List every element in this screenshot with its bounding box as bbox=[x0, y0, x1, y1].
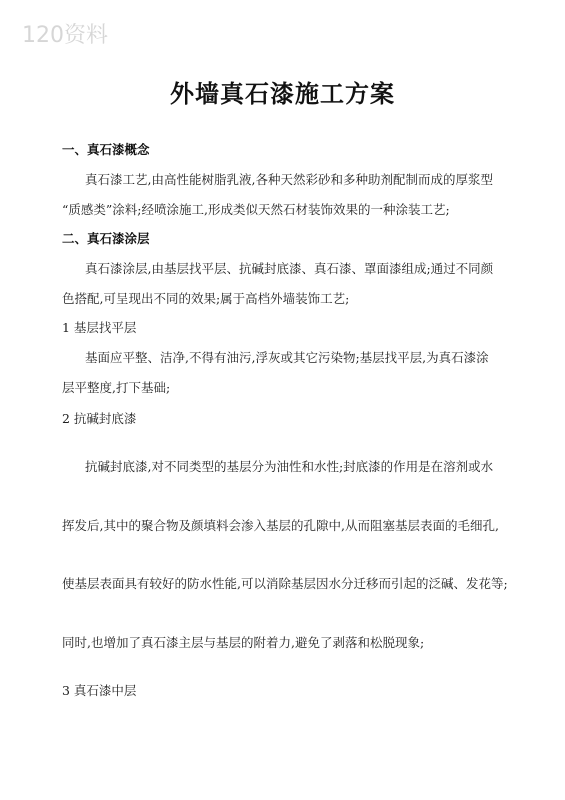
subsection-heading-leveling: 1 基层找平层 bbox=[62, 320, 137, 335]
paragraph-line: 真石漆工艺,由高性能树脂乳液,各种天然彩砂和多种助剂配制而成的厚浆型 bbox=[85, 172, 493, 187]
paragraph-line: 抗碱封底漆,对不同类型的基层分为油性和水性;封底漆的作用是在溶剂或水 bbox=[85, 459, 494, 474]
watermark: 120资料 bbox=[22, 23, 108, 48]
paragraph-line: 基面应平整、洁净,不得有油污,浮灰或其它污染物;基层找平层,为真石漆涂 bbox=[85, 350, 489, 365]
paragraph-line: 使基层表面具有较好的防水性能,可以消除基层因水分迁移而引起的泛碱、发花等; bbox=[62, 576, 508, 591]
document-title: 外墙真石漆施工方案 bbox=[170, 80, 395, 108]
section-heading-coating: 二、真石漆涂层 bbox=[62, 231, 150, 246]
paragraph-line: 层平整度,打下基础; bbox=[62, 380, 171, 395]
subsection-heading-middle-layer: 3 真石漆中层 bbox=[62, 683, 137, 698]
section-heading-concept: 一、真石漆概念 bbox=[62, 142, 150, 157]
paragraph-line: 色搭配,可呈现出不同的效果;属于高档外墙装饰工艺; bbox=[62, 291, 350, 306]
paragraph-line: 同时,也增加了真石漆主层与基层的附着力,避免了剥落和松脱现象; bbox=[62, 635, 425, 650]
paragraph-line: 真石漆涂层,由基层找平层、抗碱封底漆、真石漆、罩面漆组成;通过不同颜 bbox=[85, 261, 494, 276]
subsection-heading-primer: 2 抗碱封底漆 bbox=[62, 411, 137, 426]
paragraph-line: “质感类”涂料;经喷涂施工,形成类似天然石材装饰效果的一种涂装工艺; bbox=[62, 202, 450, 217]
paragraph-line: 挥发后,其中的聚合物及颜填料会渗入基层的孔隙中,从而阻塞基层表面的毛细孔, bbox=[62, 518, 499, 533]
